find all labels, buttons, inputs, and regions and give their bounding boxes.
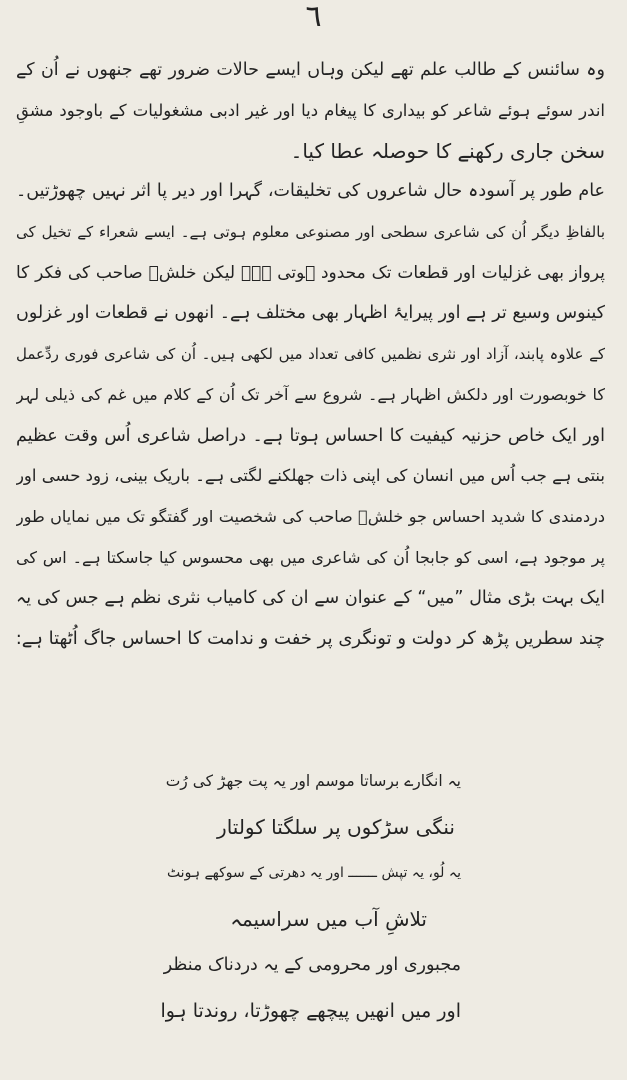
text-line: سخن جاری رکھنے کا حوصلہ عطا کیا۔ — [290, 138, 605, 163]
poem-line: ننگی سڑکوں پر سلگتا کولتار — [217, 815, 455, 839]
text-line: دردمندی کا شدید احساس جو خلشؔ صاحب کی شخصیت اور گفتگو تک میں نمایاں طور — [16, 506, 605, 526]
text-line: عام طور پر آسودہ حال شاعروں کی تخلیقات، گہرا اور دیر پا اثر نہیں چھوڑتیں۔ — [16, 181, 605, 202]
text-line: اور ایک خاص حزنیہ کیفیت کا احساس ہوتا ہے۔ دراصل شاعری اُس وقت عظیم — [16, 425, 605, 446]
poem-excerpt — [161, 758, 461, 1034]
text-line: ایک بہت بڑی مثال ”میں“ کے عنوان سے ان کی کامیاب نثری نظم ہے جس کی یہ — [16, 588, 605, 609]
text-line: بنتی ہے جب اُس میں انسان کی اپنی ذات جھلکنے لگتی ہے۔ باریک بینی، زود حسی اور — [16, 466, 605, 486]
poem-line: یہ لُو، یہ تپش ـــــــ اور یہ دھرتی کے سوکھے ہونٹ — [166, 865, 461, 881]
text-line: وہ سائنس کے طالب علم تھے لیکن وہاں ایسے حالات ضرور تھے جنھوں نے اُن کے — [16, 60, 605, 80]
text-line: چند سطریں پڑھ کر دولت و تونگری پر خفت و ندامت کا احساس جاگ اُٹھتا ہے: — [16, 627, 605, 649]
poem-line: تلاشِ آب میں سراسیمہ — [230, 907, 427, 931]
poem-line: یہ انگارے برساتا موسم اور یہ پت جھڑ کی رُت — [165, 772, 461, 790]
text-line: اندر سوئے ہوئے شاعر کو بیداری کا پیغام دیا اور غیر ادبی مشغولیات کے باوجود مشقِ — [16, 100, 605, 120]
text-line: کے علاوہ پابند، آزاد اور نثری نظمیں کافی تعداد میں لکھی ہیں۔ اُن کی شاعری فوری ردِّعمل — [16, 345, 605, 364]
poem-line: مجبوری اور محرومی کے یہ دردناک منظر — [163, 955, 461, 975]
body-text — [16, 50, 605, 660]
paragraph-1 — [16, 50, 605, 171]
paragraph-2 — [16, 171, 605, 659]
text-line: کا خوبصورت اور دلکش اظہار ہے۔ شروع سے آخر تک اُن کے کلام میں غم کی ذیلی لہر — [16, 384, 605, 404]
page-number: ٦ — [305, 0, 322, 34]
text-line: پرواز بھی غزلیات اور قطعات تک محدود ہوتی ہے۔ لیکن خلشؔ صاحب کی فکر کا — [16, 262, 605, 283]
poem-line: اور میں انھیں پیچھے چھوڑتا، روندتا ہوا — [160, 1000, 461, 1022]
text-line: کینوس وسیع تر ہے اور پیرایۂ اظہار بھی مختلف ہے۔ انھوں نے قطعات اور غزلوں — [16, 303, 605, 324]
text-line: بالفاظِ دیگر اُن کی شاعری سطحی اور مصنوعی معلوم ہوتی ہے۔ ایسے شعراء کے تخیل کی — [16, 223, 605, 242]
text-line: پر موجود ہے، اسی کو جابجا اُن کی شاعری میں بھی محسوس کیا جاسکتا ہے۔ اس کی — [16, 547, 605, 567]
